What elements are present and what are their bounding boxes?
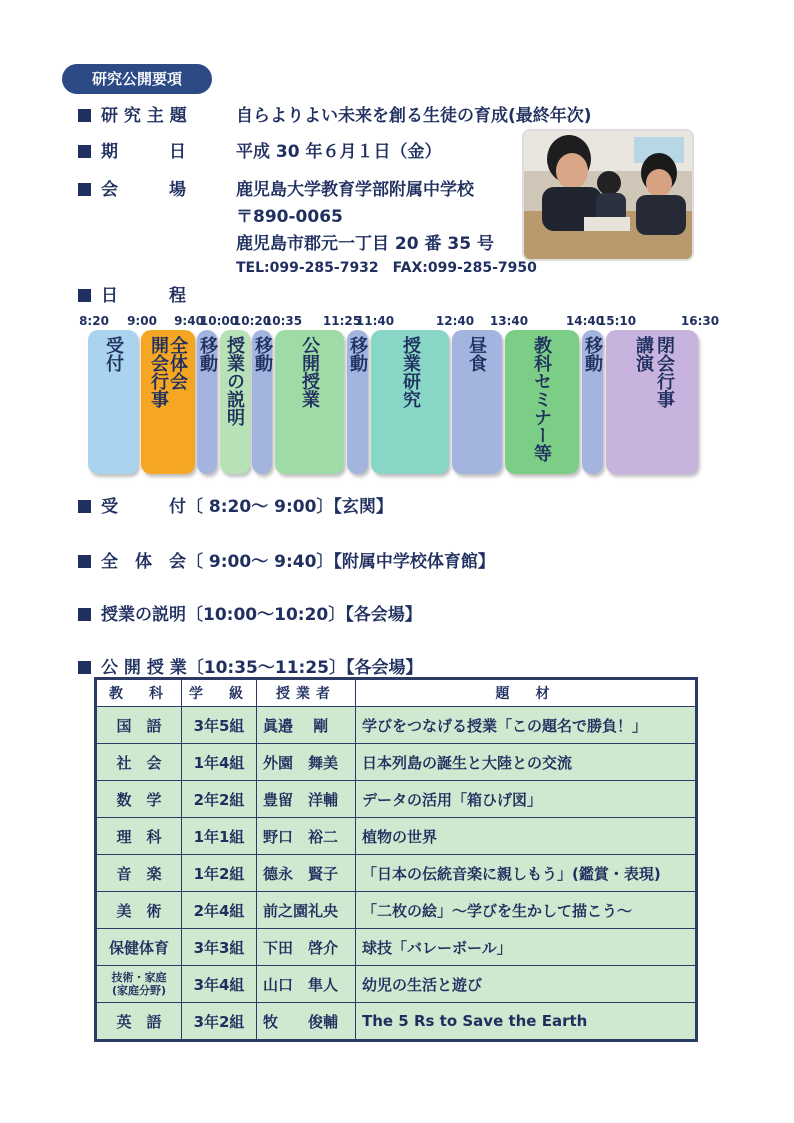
cell-class: 1年2組 <box>182 855 257 892</box>
cell-teacher: 外園 舞美 <box>257 744 356 781</box>
venue-row <box>78 175 186 200</box>
bullet-square-icon <box>78 109 91 122</box>
cell-teacher: 德永 賢子 <box>257 855 356 892</box>
cell-class: 1年4組 <box>182 744 257 781</box>
block-seminar-label: 教科セミナー等 <box>531 336 552 462</box>
open-lesson-section <box>78 653 423 678</box>
cell-subject: 英 語 <box>96 1003 182 1041</box>
date-value: 平成 30 年６月１日（金） <box>236 142 442 162</box>
cell-subject: 美 術 <box>96 892 182 929</box>
time-tick: 13:40 <box>489 314 529 328</box>
theme-row <box>78 101 187 126</box>
open-lesson-label: 公 開 授 業 <box>101 658 187 678</box>
time-tick: 10:00 <box>199 314 239 328</box>
block-move-4-label: 移動 <box>582 336 603 372</box>
cell-teacher: 山口 隼人 <box>257 966 356 1003</box>
bullet-square-icon <box>78 145 91 158</box>
venue-postal: 〒890-0065 <box>236 207 343 227</box>
table-row <box>96 744 697 781</box>
bullet-square-icon <box>78 183 91 196</box>
cell-teacher: 野口 裕二 <box>257 818 356 855</box>
cell-class: 3年4組 <box>182 966 257 1003</box>
cell-topic: 幼児の生活と遊び <box>356 966 697 1003</box>
time-tick: 9:00 <box>127 314 157 328</box>
date-row <box>78 137 186 162</box>
section-heading: 研究公開要項 <box>62 64 212 94</box>
table-row <box>96 781 697 818</box>
table-row <box>96 892 697 929</box>
cell-teacher: 牧 俊輔 <box>257 1003 356 1041</box>
cell-subject: 国 語 <box>96 707 182 744</box>
time-tick: 11:25 <box>322 314 362 328</box>
schedule-label: 日 程 <box>101 286 186 306</box>
time-tick: 15:10 <box>597 314 637 328</box>
block-lesson-study-label: 授業研究 <box>400 336 421 408</box>
time-tick: 11:40 <box>355 314 395 328</box>
time-tick: 9:40 <box>174 314 204 328</box>
cell-topic: 日本列島の誕生と大陸との交流 <box>356 744 697 781</box>
block-lecture-label: 講演 <box>633 336 654 372</box>
time-tick: 10:20 <box>232 314 272 328</box>
cell-topic: 学びをつなげる授業「この題名で勝負！」 <box>356 707 697 744</box>
venue-label: 会 場 <box>101 180 186 200</box>
cell-subject: 数 学 <box>96 781 182 818</box>
block-lunch-label: 昼食 <box>466 336 487 372</box>
table-row <box>96 966 697 1003</box>
cell-subject: 技術・家庭 (家庭分野) <box>96 966 182 1003</box>
general-meeting-section <box>78 547 495 572</box>
theme-value: 自らよりよい未来を創る生徒の育成(最終年次) <box>236 106 592 126</box>
schedule-row <box>78 281 186 306</box>
cell-topic: 球技「バレーボール」 <box>356 929 697 966</box>
bullet-square-icon <box>78 500 91 513</box>
block-move-1-label: 移動 <box>197 336 218 372</box>
cell-subject: 理 科 <box>96 818 182 855</box>
cell-class: 3年3組 <box>182 929 257 966</box>
cell-topic: 「二枚の絵」～学びを生かして描こう～ <box>356 892 697 929</box>
theme-label: 研 究 主 題 <box>101 106 187 126</box>
cell-teacher: 眞邉 剛 <box>257 707 356 744</box>
date-label: 期 日 <box>101 142 186 162</box>
header-subject: 教 科 <box>96 679 182 707</box>
block-opening-label: 開会行事 <box>148 336 169 408</box>
general-meeting-label: 全 体 会 <box>101 552 186 572</box>
bullet-square-icon <box>78 555 91 568</box>
time-tick: 10:35 <box>263 314 303 328</box>
block-general-meeting-label: 全体会 <box>167 336 188 390</box>
general-meeting-value: 〔 9:00～ 9:40〕【附属中学校体育館】 <box>186 552 495 572</box>
lesson-explanation-value: 〔10:00～10:20〕【各会場】 <box>186 605 422 625</box>
cell-class: 3年2組 <box>182 1003 257 1041</box>
cell-topic: 植物の世界 <box>356 818 697 855</box>
reception-label: 受 付 <box>101 497 186 517</box>
reception-value: 〔 8:20～ 9:00〕【玄関】 <box>186 497 393 517</box>
time-tick: 8:20 <box>79 314 109 328</box>
block-move-3-label: 移動 <box>347 336 368 372</box>
table-row <box>96 818 697 855</box>
venue-address: 鹿児島市郡元一丁目 20 番 35 号 <box>236 234 494 254</box>
table-row <box>96 1003 697 1041</box>
cell-teacher: 豊留 洋輔 <box>257 781 356 818</box>
time-tick: 12:40 <box>435 314 475 328</box>
lesson-table <box>94 677 698 1042</box>
table-row <box>96 929 697 966</box>
cell-class: 2年2組 <box>182 781 257 818</box>
open-lesson-value: 〔10:35～11:25〕【各会場】 <box>186 658 423 678</box>
cell-class: 2年4組 <box>182 892 257 929</box>
bullet-square-icon <box>78 661 91 674</box>
block-lesson-explanation-label: 授業の説明 <box>224 336 245 426</box>
classroom-photo <box>524 131 692 259</box>
cell-topic: 「日本の伝統音楽に親しもう」(鑑賞・表現) <box>356 855 697 892</box>
block-move-2-label: 移動 <box>252 336 273 372</box>
block-reception-label: 受付 <box>103 336 124 372</box>
block-open-lesson-label: 公開授業 <box>299 336 320 408</box>
reception-section <box>78 492 393 517</box>
cell-class: 3年5組 <box>182 707 257 744</box>
cell-class: 1年1組 <box>182 818 257 855</box>
cell-teacher: 下田 啓介 <box>257 929 356 966</box>
venue-name: 鹿児島大学教育学部附属中学校 <box>236 180 474 200</box>
time-tick: 16:30 <box>680 314 720 328</box>
cell-subject: 社 会 <box>96 744 182 781</box>
header-topic: 題 材 <box>356 679 697 707</box>
cell-subject: 保健体育 <box>96 929 182 966</box>
table-header-row <box>96 679 697 707</box>
cell-topic: データの活用「箱ひげ図」 <box>356 781 697 818</box>
cell-teacher: 前之園礼央 <box>257 892 356 929</box>
bullet-square-icon <box>78 289 91 302</box>
header-class: 学 級 <box>182 679 257 707</box>
header-teacher: 授業者 <box>257 679 356 707</box>
lesson-explanation-section <box>78 600 422 625</box>
cell-subject: 音 楽 <box>96 855 182 892</box>
time-tick: 14:40 <box>565 314 605 328</box>
venue-phone: TEL:099-285-7932 FAX:099-285-7950 <box>236 260 537 276</box>
block-closing-label: 閉会行事 <box>654 336 675 408</box>
lesson-explanation-label: 授業の説明 <box>101 605 186 625</box>
cell-topic: The 5 Rs to Save the Earth <box>356 1003 697 1041</box>
bullet-square-icon <box>78 608 91 621</box>
table-row <box>96 707 697 744</box>
table-row <box>96 855 697 892</box>
